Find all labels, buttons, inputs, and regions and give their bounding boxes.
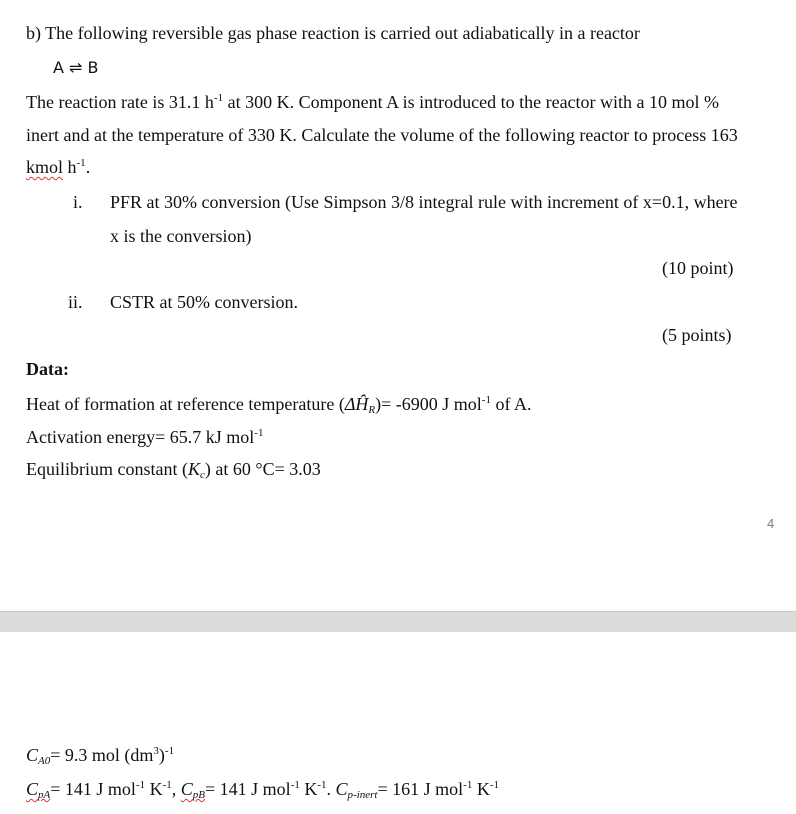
activation-energy: Activation energy= 65.7 kJ mol$^{-1}$ xyxy=(26,427,264,447)
heat-capacities: $C_{pA}= 141$ J mol$^{-1}$ $K^{-1}$, $C_{pB}= 141$ J mol$^{-1}$ $K^{-1}$. $C_{p-inert}= 161$ J mol$^{-1}$ $K^{-1}$ xyxy=(26,779,500,801)
paragraph-line-2: inert and at the temperature of 330 K. Calculate the volume of the following reactor to process 163 xyxy=(26,125,738,145)
paragraph-line-1: The reaction rate is 31.1 $h^{-1}$ at 300 K. Component A is introduced to the reactor with a 10 mol % xyxy=(26,92,720,112)
question-title: b) The following reversible gas phase reaction is carried out adiabatically in a reactor xyxy=(26,23,640,43)
item-numeral-ii: ii. xyxy=(68,292,83,312)
item-i-line-1: PFR at 30% conversion (Use Simpson 3/8 integral rule with increment of x=0.1, where xyxy=(110,192,738,212)
cp-b-symbol: $C_{pB}$ xyxy=(180,779,206,801)
heat-of-formation: Heat of formation at reference temperature $(\Delta Ĥ_R)= -6900$ J mol$^{-1}$ of A. xyxy=(26,394,532,416)
equilibrium-constant: Equilibrium constant $(K_c)$ at 60 °C= 3.03 xyxy=(26,459,321,481)
cp-a-symbol: $C_{pA}$ xyxy=(26,779,51,801)
item-i-points: (10 point) xyxy=(662,258,734,278)
page-number: 4 xyxy=(767,516,775,531)
page-separator xyxy=(0,611,796,633)
data-heading: Data: xyxy=(26,359,69,379)
item-i-line-2: x is the conversion) xyxy=(110,226,252,246)
reaction-equation: A ⇌ B xyxy=(53,58,99,77)
item-ii-points: (5 points) xyxy=(662,325,732,345)
item-numeral-i: i. xyxy=(73,192,83,212)
paragraph-line-3: kmol $h^{-1}$. xyxy=(26,157,91,177)
spellcheck-word: kmol xyxy=(26,157,64,177)
item-ii-line-1: CSTR at 50% conversion. xyxy=(110,292,298,312)
initial-concentration: $C_{A0}= 9.3$ mol $(dm^3)^{-1}$ xyxy=(26,745,175,767)
